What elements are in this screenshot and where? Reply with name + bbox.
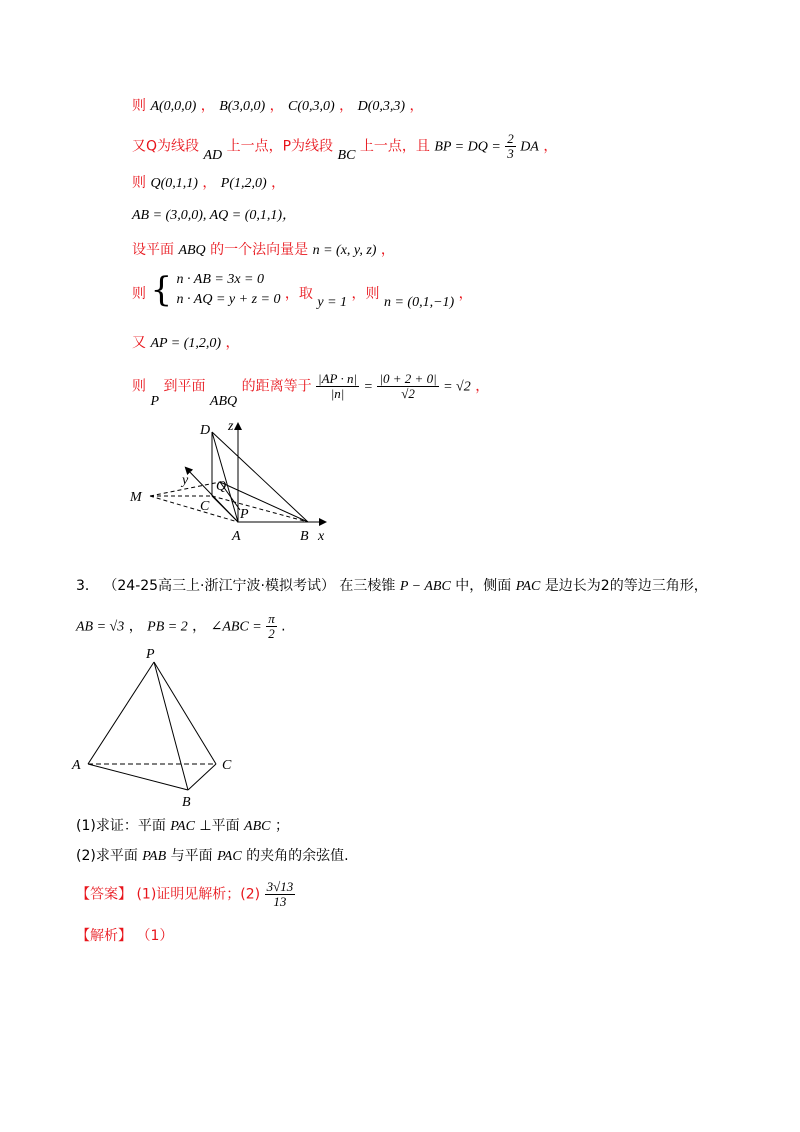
qp-definition-line bbox=[132, 132, 557, 161]
punct: ； bbox=[274, 818, 289, 834]
equation-2: n · AQ = y + z = 0 bbox=[176, 292, 281, 307]
text: 与平面 bbox=[170, 848, 213, 864]
point-b: B(3,0,0) bbox=[219, 99, 266, 114]
comma: ， bbox=[128, 618, 143, 635]
distance-fraction bbox=[316, 372, 359, 401]
vectors-ab-aq: AB = (3,0,0), AQ = (0,1,1)， bbox=[132, 208, 297, 223]
condition-ab: AB = √3 bbox=[76, 619, 125, 635]
label-p: P bbox=[240, 507, 249, 522]
comma: ， bbox=[192, 618, 207, 635]
coords-line bbox=[132, 96, 424, 117]
label-d: D bbox=[200, 423, 211, 438]
text-then: 则 bbox=[132, 378, 146, 395]
text: (1)求证：平面 bbox=[76, 818, 166, 834]
denominator: |n| bbox=[330, 386, 345, 401]
numerator: |AP · n| bbox=[318, 371, 358, 386]
question-1 bbox=[76, 816, 289, 837]
point-c: C(0,3,0) bbox=[288, 99, 335, 114]
face-pac: PAC bbox=[515, 579, 541, 594]
comma: ， bbox=[475, 378, 490, 395]
text-then: 则 bbox=[132, 175, 146, 191]
comma: ， bbox=[202, 175, 217, 191]
numerator: π bbox=[268, 611, 275, 626]
numerator: |0 + 2 + 0| bbox=[379, 371, 437, 386]
equation-system-line bbox=[132, 270, 473, 310]
text: 的一个法向量是 bbox=[210, 242, 309, 258]
label-q: Q bbox=[216, 479, 227, 494]
comma: ， bbox=[543, 138, 558, 155]
problem-source: （24-25高三上·浙江宁波·模拟考试） bbox=[103, 578, 335, 594]
text: 中，侧面 bbox=[455, 578, 512, 594]
label-m: M bbox=[130, 490, 142, 505]
problem-3-conditions bbox=[76, 612, 286, 641]
label-y: y bbox=[182, 473, 189, 488]
label-b: B bbox=[300, 529, 309, 544]
fraction-pi-half bbox=[266, 612, 277, 641]
analysis-text: （1） bbox=[136, 928, 174, 944]
text-then: 则 bbox=[132, 98, 146, 114]
condition-angle: ∠ABC = bbox=[210, 619, 262, 635]
label-p: P bbox=[146, 647, 155, 662]
point-p-label: P bbox=[150, 393, 160, 409]
comma: ， bbox=[380, 242, 395, 258]
plane-pac: PAC bbox=[170, 819, 195, 834]
normal-vector: n = (x, y, z) bbox=[312, 243, 377, 258]
numerator: 3√13 bbox=[266, 879, 294, 894]
coordinate-figure bbox=[120, 412, 350, 547]
segment-bc: BC bbox=[337, 147, 356, 163]
normal-result: n = (0,1,−1) bbox=[383, 295, 455, 310]
answer-text: (1)证明见解析；(2) bbox=[136, 886, 261, 903]
plane-pab: PAB bbox=[142, 849, 167, 864]
pyramid-name: P − ABC bbox=[399, 579, 451, 594]
denominator: 3 bbox=[507, 146, 514, 161]
equation-1: n · AB = 3x = 0 bbox=[176, 272, 265, 287]
ap-line bbox=[132, 333, 240, 354]
comma: ， bbox=[200, 98, 215, 114]
denominator: 13 bbox=[273, 894, 287, 909]
text: 在三棱锥 bbox=[339, 578, 396, 594]
label-a: A bbox=[72, 758, 81, 773]
answer-fraction bbox=[265, 880, 296, 909]
condition-pb: PB = 2 bbox=[147, 619, 188, 635]
text: ，取 bbox=[284, 286, 313, 302]
distance-result: = √2 bbox=[443, 379, 471, 395]
edge-cb bbox=[188, 764, 216, 790]
label-c: C bbox=[222, 758, 232, 773]
label-a: A bbox=[232, 529, 241, 544]
text: 到平面 bbox=[163, 378, 206, 395]
point-p: P(1,2,0) bbox=[220, 176, 267, 191]
denominator: 2 bbox=[268, 626, 275, 641]
problem-number: 3． bbox=[76, 578, 99, 594]
problem-3-statement bbox=[76, 576, 708, 597]
text: 的夹角的余弦值. bbox=[246, 848, 349, 864]
answer-tag: 【答案】 bbox=[76, 886, 132, 903]
text: (2)求平面 bbox=[76, 848, 138, 864]
segment-ad: AD bbox=[203, 147, 223, 163]
point-q: Q(0,1,1) bbox=[150, 176, 198, 191]
vector-ap: AP = (1,2,0) bbox=[150, 336, 222, 351]
y-value: y = 1 bbox=[317, 295, 348, 310]
analysis-line bbox=[76, 926, 173, 946]
edge-ab bbox=[88, 764, 188, 790]
label-x: x bbox=[318, 529, 325, 544]
text-then: 则 bbox=[132, 286, 146, 302]
equation-left: BP = DQ = bbox=[434, 139, 501, 155]
text: 上一点，P为线段 bbox=[226, 138, 334, 155]
equations bbox=[177, 270, 281, 310]
edge-pa bbox=[88, 662, 154, 764]
comma: ， bbox=[225, 335, 240, 351]
edge-pb bbox=[154, 662, 188, 790]
comma: ， bbox=[269, 98, 284, 114]
text: ，则 bbox=[351, 286, 380, 302]
edge-pc bbox=[154, 662, 216, 764]
denominator: √2 bbox=[401, 386, 415, 401]
plane-abc: ABC bbox=[244, 819, 271, 834]
qp-coords-line bbox=[132, 173, 285, 194]
question-2 bbox=[76, 846, 349, 867]
equation-right: DA bbox=[520, 139, 539, 155]
analysis-tag: 【解析】 bbox=[76, 928, 132, 944]
pyramid-figure bbox=[66, 644, 256, 809]
text: 的距离等于 bbox=[241, 378, 312, 395]
text: 设平面 bbox=[132, 242, 174, 258]
vectors-line bbox=[132, 205, 296, 226]
distance-fraction-2 bbox=[377, 372, 438, 401]
plane-pac: PAC bbox=[217, 849, 242, 864]
point-a: A(0,0,0) bbox=[150, 99, 197, 114]
comma: ， bbox=[339, 98, 354, 114]
label-b: B bbox=[182, 795, 191, 809]
brace: { bbox=[150, 270, 173, 310]
label-z: z bbox=[228, 419, 234, 434]
answer-line bbox=[76, 880, 295, 909]
distance-line: 则 P 到平面 ABQ 的距离等于 $\frac{|AP \cdot n|}{|n|}$ = $\frac{|0 + 2 + 0|}{√2}$ = √2 ， bbox=[132, 371, 490, 409]
comma: ， bbox=[271, 175, 286, 191]
plane-abq: ABQ bbox=[178, 243, 206, 258]
period: . bbox=[281, 618, 286, 635]
label-c: C bbox=[200, 499, 210, 514]
numerator: 2 bbox=[507, 131, 514, 146]
comma: ， bbox=[409, 98, 424, 114]
plane-abq-label: ABQ bbox=[209, 393, 238, 409]
text: 又 bbox=[132, 335, 146, 351]
text: 是边长为2的等边三角形， bbox=[544, 578, 708, 594]
point-d: D(0,3,3) bbox=[357, 99, 406, 114]
fraction-two-thirds bbox=[505, 132, 516, 161]
text: 上一点，且 bbox=[359, 138, 430, 155]
normal-vector-line bbox=[132, 240, 395, 261]
text: ⊥平面 bbox=[199, 818, 240, 834]
comma: ， bbox=[458, 286, 473, 302]
text: 又Q为线段 bbox=[132, 138, 200, 155]
